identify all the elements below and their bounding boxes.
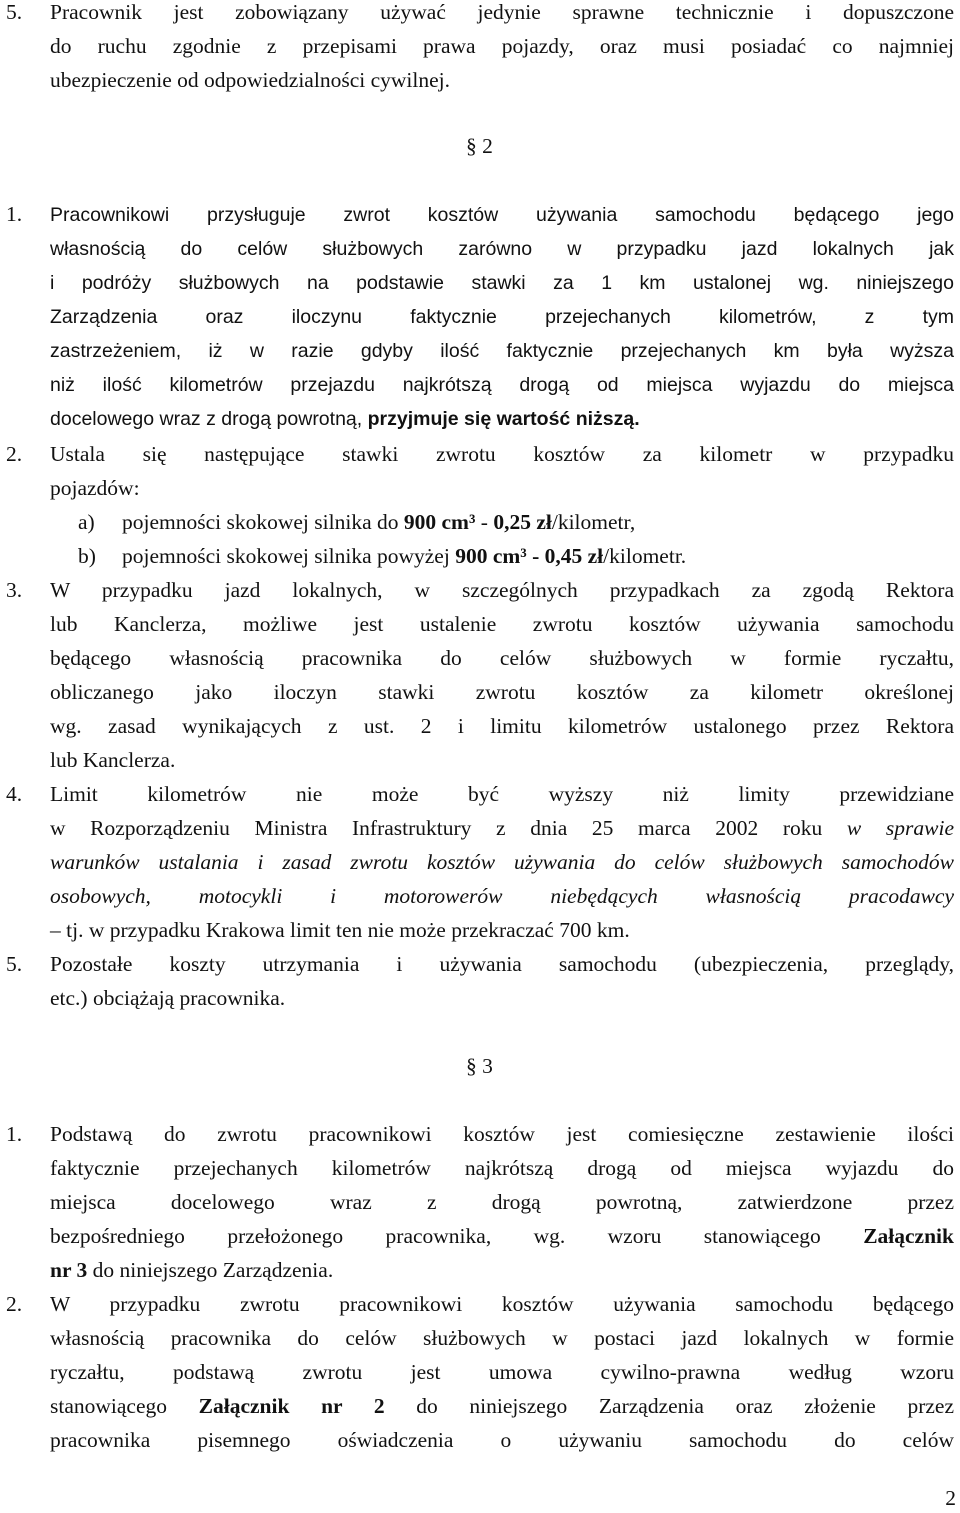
text-fragment: docelowego wraz z drogą powrotną, [50,408,368,430]
text-line: lub Kanclerza. [50,748,176,772]
text-fragment: - [475,510,494,534]
section-heading-3 [466,1054,493,1079]
section-number: 2 [482,134,493,158]
paragraph-number: 5. [6,952,23,976]
text-line: Podstawą do zwrotu pracownikowi kosztów jest comiesięczne zestawienie ilości [50,1122,954,1146]
text-line: miejsca docelowego wraz z drogą powrotną, zatwierdzone przez [50,1190,954,1214]
text-line: Pracownikowi przysługuje zwrot kosztów używania samochodu będącego jego [50,204,954,226]
paragraph-number: 1. [6,1122,23,1146]
bold-text: Załącznik [863,1224,954,1248]
text-line: Pozostałe koszty utrzymania i używania samochodu (ubezpieczenia, przeglądy, [50,952,954,976]
italic-text: w sprawie [846,816,954,840]
text-line: W przypadku jazd lokalnych, w szczególnych przypadkach za zgodą Rektora [50,578,954,602]
section-heading-2 [466,134,493,159]
text-fragment: pojemności skokowej silnika powyżej [122,544,456,568]
page-number: 2 [945,1486,956,1510]
list-item [122,544,686,569]
bold-text: 0,25 zł [493,510,552,534]
text-line: i podróży służbowych na podstawie stawki za 1 km ustalonej wg. niniejszego [50,272,954,294]
section-symbol: § [466,134,477,158]
text-line: będącego własnością pracownika do celów służbowych w formie ryczałtu, [50,646,954,670]
list-item-label: a) [78,510,95,534]
paragraph-number: 3. [6,578,23,602]
text-line: Zarządzenia oraz iloczynu faktycznie przejechanych kilometrów, z tym [50,306,954,328]
text-line: Pracownik jest zobowiązany używać jedynie sprawne technicznie i dopuszczone [50,0,954,24]
text-line: obliczanego jako iloczyn stawki zwrotu kosztów za kilometr określonej [50,680,954,704]
text-fragment: pojemności skokowej silnika do [122,510,404,534]
text-line: faktycznie przejechanych kilometrów najkrótszą drogą od miejsca wyjazdu do [50,1156,954,1180]
text-line: Limit kilometrów nie może być wyższy niż limity przewidziane [50,782,954,806]
text-line: własnością do celów służbowych zarówno w przypadku jazd lokalnych jak [50,238,954,260]
italic-text-line: osobowych, motocykli i motorowerów niebędących własnością pracodawcy [50,884,954,908]
paragraph-number: 2. [6,442,23,466]
text-fragment: stanowiącego [50,1394,199,1418]
text-line: Ustala się następujące stawki zwrotu kosztów za kilometr w przypadku [50,442,954,466]
text-fragment: do niniejszego Zarządzenia oraz złożenie przez [384,1394,955,1418]
text-line: do ruchu zgodnie z przepisami prawa pojazdy, oraz musi posiadać co najmniej [50,34,954,58]
text-fragment: do niniejszego Zarządzenia. [87,1258,334,1282]
text-line [50,1394,954,1419]
italic-text-line: warunków ustalania i zasad zwrotu kosztów używania do celów służbowych samochodów [50,850,954,874]
text-line: pracownika pisemnego oświadczenia o używaniu samochodu do celów [50,1428,954,1452]
text-fragment: /kilometr, [551,510,636,534]
bold-text: przyjmuje się wartość niższą. [367,408,640,430]
text-line: W przypadku zwrotu pracownikowi kosztów używania samochodu będącego [50,1292,954,1316]
text-line: lub Kanclerza, możliwe jest ustalenie zwrotu kosztów używania samochodu [50,612,954,636]
section-symbol: § [466,1054,477,1078]
text-line: ryczałtu, podstawą zwrotu jest umowa cywilno-prawna według wzoru [50,1360,954,1384]
text-line [50,816,954,841]
paragraph-number: 5. [6,0,23,24]
text-line: własnością pracownika do celów służbowych w postaci jazd lokalnych w formie [50,1326,954,1350]
paragraph-number: 4. [6,782,23,806]
text-line: – tj. w przypadku Krakowa limit ten nie może przekraczać 700 km. [50,918,630,942]
text-fragment: bezpośredniego przełożonego pracownika, wg. wzoru stanowiącego [50,1224,864,1248]
text-line [50,1258,333,1283]
bold-text: 900 cm³ [403,510,476,534]
text-line: zastrzeżeniem, iż w razie gdyby ilość faktycznie przejechanych km była wyższa [50,340,954,362]
list-item [122,510,635,535]
text-fragment: w Rozporządzeniu Ministra Infrastruktury z dnia 25 marca 2002 roku [50,816,847,840]
section-number: 3 [482,1054,493,1078]
bold-text: 900 cm³ - 0,45 zł [455,544,604,568]
paragraph-number: 1. [6,202,23,226]
bold-text: nr 3 [50,1258,88,1282]
text-line: ubezpieczenie od odpowiedzialności cywilnej. [50,68,450,92]
text-line [50,408,640,431]
list-item-label: b) [78,544,96,568]
paragraph-number: 2. [6,1292,23,1316]
text-line: pojazdów: [50,476,140,500]
text-line: niż ilość kilometrów przejazdu najkrótszą drogą od miejsca wyjazdu do miejsca [50,374,954,396]
text-line: wg. zasad wynikających z ust. 2 i limitu kilometrów ustalonego przez Rektora [50,714,954,738]
bold-text: Załącznik nr 2 [198,1394,385,1418]
text-line [50,1224,954,1249]
text-fragment: /kilometr. [603,544,687,568]
text-line: etc.) obciążają pracownika. [50,986,286,1010]
